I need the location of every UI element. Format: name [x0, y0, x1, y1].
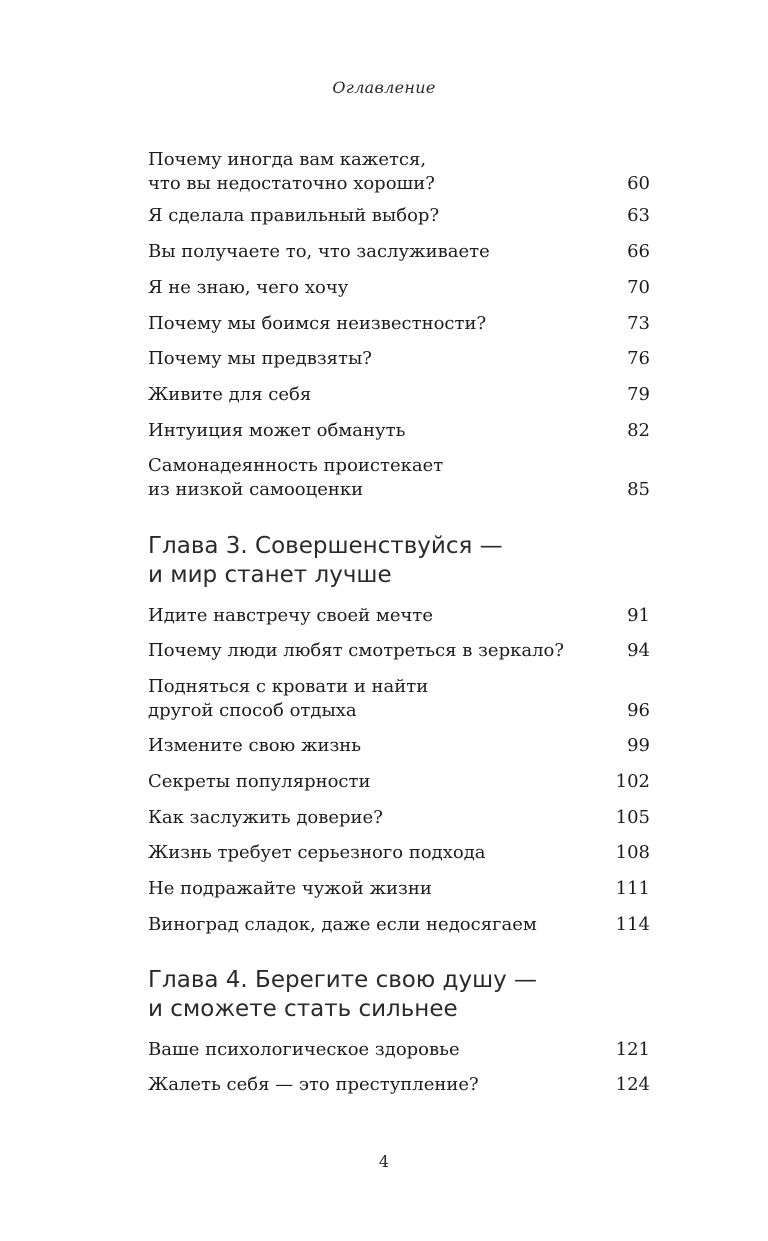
toc-entry-page: 114 — [615, 914, 650, 935]
toc-entry-title: Я сделала правильный выбор? — [148, 205, 440, 226]
toc-entry-title: Почему мы боимся неизвестности? — [148, 313, 487, 334]
toc-entry — [148, 913, 650, 937]
toc-entry-title: Самонадеянность проистекает из низкой самооценки — [148, 455, 444, 500]
toc-entry-page: 70 — [627, 277, 650, 298]
toc-entry-title: Виноград сладок, даже если недосягаем — [148, 914, 537, 935]
toc-entry-title: Почему люди любят смотреться в зеркало? — [148, 640, 565, 661]
toc-entry-page: 79 — [627, 384, 650, 405]
toc-entry — [148, 276, 650, 300]
toc-entry-page: 91 — [627, 605, 650, 626]
toc-entry — [148, 1038, 650, 1062]
toc-entry-page: 85 — [627, 479, 650, 500]
toc-entry-title: Жизнь требует серьезного подхода — [148, 842, 486, 863]
toc-entry — [148, 419, 650, 443]
toc-entry-page: 105 — [615, 807, 650, 828]
toc-entry-title: Вы получаете то, что заслуживаете — [148, 241, 490, 262]
toc-entry-title: Секреты популярности — [148, 771, 371, 792]
toc-entry-title: Живите для себя — [148, 384, 312, 405]
toc-entry-page: 102 — [615, 771, 650, 792]
toc-entry-page: 124 — [615, 1074, 650, 1095]
toc-entry — [148, 806, 650, 830]
toc-entry-page: 76 — [627, 348, 650, 369]
toc-entry-page: 96 — [627, 700, 650, 721]
toc-entry — [148, 1073, 650, 1097]
toc-entry — [148, 383, 650, 407]
toc-entry — [148, 675, 650, 723]
page-number: 4 — [378, 1152, 390, 1171]
toc-entry — [148, 877, 650, 901]
toc-entry — [148, 639, 650, 663]
toc-entry-title: Ваше психологическое здоровье — [148, 1039, 460, 1060]
toc-entry-title: Не подражайте чужой жизни — [148, 878, 432, 899]
toc-entry-title: Жалеть себя — это преступление? — [148, 1074, 479, 1095]
toc-entry-title: Почему иногда вам кажется, что вы недостаточно хороши? — [148, 149, 435, 194]
toc-entry — [148, 204, 650, 228]
toc-entry-page: 60 — [627, 173, 650, 194]
toc-entry-page: 94 — [627, 640, 650, 661]
toc-entry — [148, 148, 650, 196]
toc-entry-page: 111 — [615, 878, 650, 899]
toc-entry-page: 82 — [627, 420, 650, 441]
toc-entry — [148, 454, 650, 502]
toc-entry-title: Подняться с кровати и найти другой способ отдыха — [148, 676, 429, 721]
toc-entry-title: Почему мы предвзяты? — [148, 348, 372, 369]
toc-entry-page: 99 — [627, 735, 650, 756]
chapter-4-heading: Глава 4. Берегите свою душу — и сможете стать сильнее — [148, 967, 538, 1022]
toc-entry — [148, 312, 650, 336]
toc-entry-page: 63 — [627, 205, 650, 226]
toc-entry-title: Измените свою жизнь — [148, 735, 362, 756]
toc-entry-page: 73 — [627, 313, 650, 334]
running-head: Оглавление — [332, 78, 436, 97]
toc-entry — [148, 841, 650, 865]
toc-entry — [148, 734, 650, 758]
toc-entry — [148, 240, 650, 264]
toc-entry-page: 108 — [615, 842, 650, 863]
toc-entry — [148, 604, 650, 628]
toc-entry-title: Я не знаю, чего хочу — [148, 277, 349, 298]
toc-entry-title: Как заслужить доверие? — [148, 807, 383, 828]
toc-entry-title: Идите навстречу своей мечте — [148, 605, 433, 626]
toc-entry-title: Интуиция может обмануть — [148, 420, 406, 441]
toc-entry — [148, 770, 650, 794]
chapter-3-heading: Глава 3. Совершенствуйся — и мир станет лучше — [148, 533, 503, 588]
toc-entry-page: 121 — [615, 1039, 650, 1060]
toc-entry-page: 66 — [627, 241, 650, 262]
toc-entry — [148, 347, 650, 371]
